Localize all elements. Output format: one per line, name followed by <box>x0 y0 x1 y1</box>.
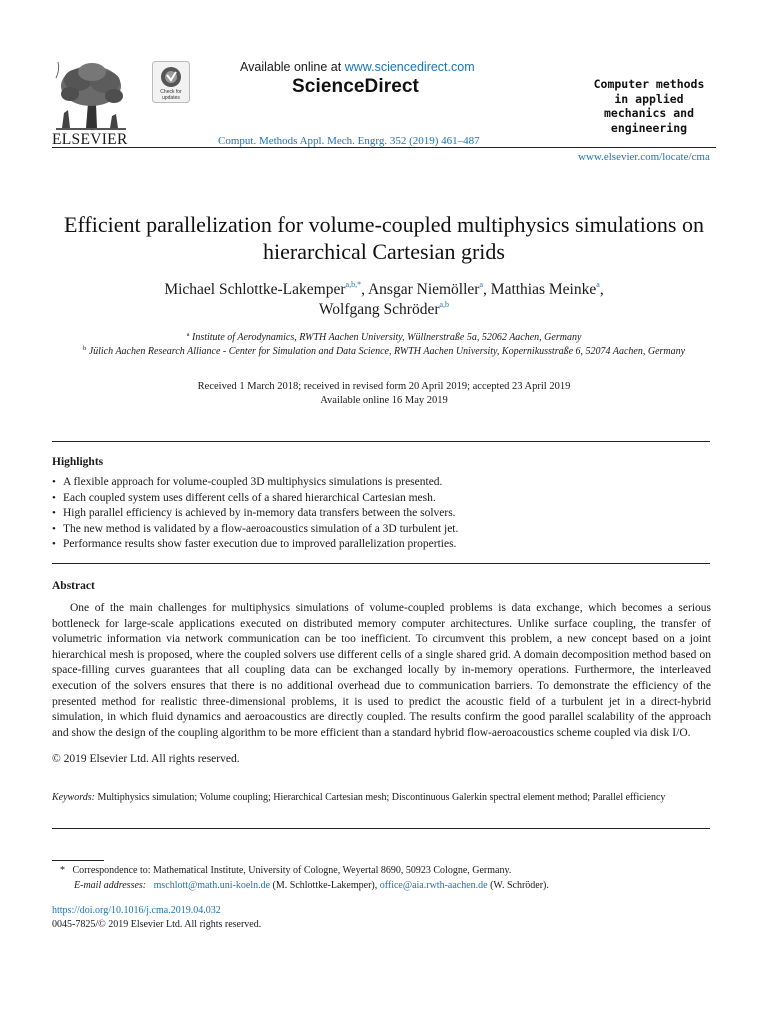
check-for-updates-badge[interactable] <box>152 61 190 103</box>
sciencedirect-link[interactable]: www.sciencedirect.com <box>344 60 475 74</box>
journal-reference[interactable]: Comput. Methods Appl. Mech. Engrg. 352 (2019) 461–487 <box>218 135 480 147</box>
journal-title-line: engineering <box>610 120 688 135</box>
affiliation-text: Jülich Aachen Research Alliance - Center for Simulation and Data Science, RWTH Aachen University, Kopernikusstraße 6, 52074 Aachen, Germany <box>88 346 686 357</box>
journal-title-line: mechanics and <box>603 106 694 120</box>
available-online-prefix: Available online at <box>240 60 342 74</box>
abstract-heading: Abstract <box>52 580 95 592</box>
email-footnote <box>74 880 549 891</box>
author-separator: , <box>483 281 491 298</box>
corresponding-mark[interactable]: * <box>357 280 362 289</box>
section-divider <box>52 828 710 829</box>
highlight-item: • Each coupled system uses different cells of a shared hierarchical Cartesian mesh. <box>52 491 712 507</box>
doi-link[interactable]: https://doi.org/10.1016/j.cma.2019.04.032 <box>52 905 221 916</box>
received-dates: Received 1 March 2018; received in revised form 20 April 2019; accepted 23 April 2019 <box>197 381 571 392</box>
keywords-label: Keywords: <box>52 792 95 803</box>
publisher-name: ELSEVIER <box>52 131 128 148</box>
svg-text:Check for: Check for <box>160 89 182 95</box>
author-separator: , <box>361 281 368 298</box>
issn-copyright: 0045-7825/© 2019 Elsevier Ltd. All rights reserved. <box>52 919 262 930</box>
author-name: Matthias Meinke <box>490 281 597 298</box>
email-link[interactable]: mschlott@math.uni-koeln.de <box>153 880 271 891</box>
author-affil-mark[interactable]: a,b, <box>345 280 358 289</box>
sciencedirect-logo: ScienceDirect <box>292 76 419 97</box>
affiliation-mark: b <box>82 345 87 352</box>
copyright-notice: © 2019 Elsevier Ltd. All rights reserved. <box>52 753 240 765</box>
author-affil-mark[interactable]: a <box>479 280 484 289</box>
journal-homepage-link[interactable]: www.elsevier.com/locate/cma <box>578 151 710 163</box>
highlights-list <box>52 475 712 553</box>
author-name: Ansgar Niemöller <box>367 281 480 298</box>
correspondence-footnote <box>60 865 511 876</box>
author-list <box>60 280 708 320</box>
affiliation <box>80 345 688 359</box>
affiliation-mark: a <box>186 331 190 338</box>
abstract-body: One of the main challenges for multiphysics simulations of volume-coupled problems is data exchange, which becomes a serious bottleneck for large-scale applications executed on distributed memory computer architectures. Unlike surface coupling, the transfer of volumetric information via network communication can be too inefficient. To circumvent this problem, a new concept based on a joint hierarchical mesh is proposed, where the coupled solvers use different cells of a single shared grid. A domain decomposition method based on space-filling curves guarantees that all coupling data can be exchanged locally by in-memory operations. Furthermore, the interleaved execution of the solvers ensures that there is no additional overhead due to communication barriers. To demonstrate the efficiency of the presented method for realistic three-dimensional problems, it is used to predict the acoustic field of a turbulent jet in a direct-hybrid simulation, in which fluid dynamics and aeroacoustics are directly coupled. The results confirm the good parallel scalability of the approach and show the design of the coupling algorithm to be more efficient than a standard hybrid flow-aeroacoustics scheme coupled via disk I/O. <box>52 602 711 739</box>
section-divider <box>52 441 710 442</box>
section-divider <box>52 563 710 564</box>
highlight-item: • A flexible approach for volume-coupled 3D multiphysics simulations is presented. <box>52 475 712 491</box>
affiliation-text: Institute of Aerodynamics, RWTH Aachen University, Wüllnerstraße 5a, 52062 Aachen, Germany <box>192 332 582 343</box>
email-owner: (W. Schröder). <box>490 880 549 891</box>
correspondence-text: Correspondence to: Mathematical Institute, University of Cologne, Weyertal 8690, 50923 Cologne, Germany. <box>72 865 512 876</box>
footnote-mark: * <box>60 865 65 876</box>
available-online-line <box>240 60 475 74</box>
author-name: Wolfgang Schröder <box>318 301 440 318</box>
email-owner: (M. Schlottke-Lakemper), <box>272 880 378 891</box>
journal-title-line: in applied <box>614 91 684 106</box>
email-label: E-mail addresses: <box>74 880 147 891</box>
highlights-heading: Highlights <box>52 456 104 468</box>
author-affil-mark[interactable]: a <box>596 280 600 289</box>
article-history <box>80 380 688 408</box>
author-affil-mark[interactable]: a,b <box>439 300 450 309</box>
keywords-text: Multiphysics simulation; Volume coupling; Hierarchical Cartesian mesh; Discontinuous Galerkin spectral element method; Parallel efficiency <box>97 792 666 803</box>
highlight-item: • The new method is validated by a flow-aeroacoustics simulation of a 3D turbulent jet. <box>52 522 712 538</box>
affiliations <box>80 331 688 359</box>
keywords <box>52 791 712 805</box>
author-name: Michael Schlottke-Lakemper <box>164 281 346 298</box>
header-divider <box>52 147 716 148</box>
affiliation <box>80 331 688 345</box>
author-separator: , <box>599 281 604 298</box>
journal-title-line: Computer methods <box>593 77 705 91</box>
svg-text:updates: updates <box>162 95 180 101</box>
paper-title: Efficient parallelization for volume-coupled multiphysics simulations on hierarchical Cartesian grids <box>64 212 704 264</box>
footnote-divider <box>52 860 104 861</box>
email-link[interactable]: office@aia.rwth-aachen.de <box>379 880 488 891</box>
journal-title <box>580 77 718 135</box>
highlight-item: • High parallel efficiency is achieved by in-memory data transfers between the solvers. <box>52 506 712 522</box>
highlight-item: • Performance results show faster execution due to improved parallelization properties. <box>52 537 712 553</box>
available-online-date: Available online 16 May 2019 <box>320 395 448 406</box>
